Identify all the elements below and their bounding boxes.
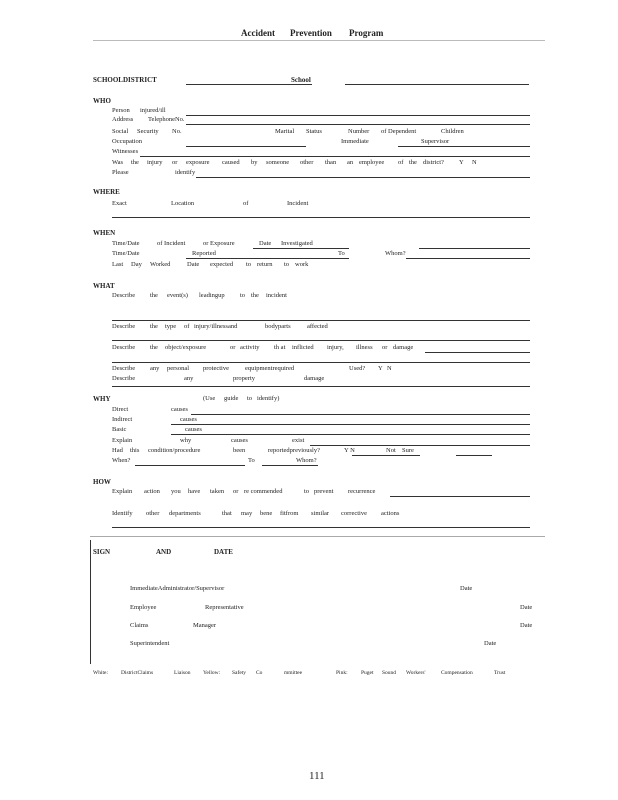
- time-date-reported-label: Time/Date: [112, 250, 140, 257]
- expected-word: expected: [210, 261, 234, 268]
- what-l4-w1: any: [150, 365, 160, 372]
- employee-label: Employee: [130, 604, 157, 611]
- district-word: district?: [423, 159, 444, 166]
- what-l1-w0: Describe: [112, 292, 136, 299]
- what-l5-w3: damage: [304, 375, 325, 382]
- person-label: Person: [112, 107, 130, 114]
- employee-word: employee: [359, 159, 385, 166]
- footer-w11: Compensation: [441, 670, 473, 676]
- by-word: by: [251, 159, 258, 166]
- sure-word: Sure: [402, 447, 414, 454]
- how-l1-w0: Explain: [112, 488, 133, 495]
- the-word-2: the: [409, 159, 417, 166]
- when-field[interactable]: [135, 465, 245, 466]
- manager-label: Manager: [193, 622, 217, 629]
- to-whom-field-why[interactable]: [262, 465, 318, 466]
- why-guide-w2: to: [247, 395, 253, 402]
- to-word-2: to: [284, 261, 290, 268]
- date-word: Date: [187, 261, 200, 268]
- indirect-causes-field[interactable]: [171, 424, 530, 425]
- how-l2-w4: may: [241, 510, 253, 517]
- what-l1-w2: event(s): [167, 292, 188, 299]
- what-l3-w3: or: [230, 344, 236, 351]
- basic-causes-label: causes: [185, 426, 202, 433]
- footer-w7: Pink:: [336, 670, 348, 676]
- section-who-heading: WHO: [93, 97, 111, 105]
- address-field[interactable]: [186, 124, 530, 125]
- indirect-label: Indirect: [112, 416, 133, 423]
- ppe-yes-option[interactable]: Y: [378, 365, 383, 372]
- of-incident-label: of Incident: [157, 240, 186, 247]
- what-l2-w4: injury/illnessand: [194, 323, 238, 330]
- what-l4-w0: Describe: [112, 365, 136, 372]
- occupation-field[interactable]: [186, 146, 306, 147]
- title-word-1: Accident: [241, 28, 275, 38]
- what-l1-w1: the: [150, 292, 158, 299]
- basic-label: Basic: [112, 426, 127, 433]
- what-l3-w0: Describe: [112, 344, 136, 351]
- what-l2-w5: bodyparts: [265, 323, 291, 330]
- please-label: Please: [112, 169, 129, 176]
- school-field[interactable]: [345, 84, 529, 85]
- reported-previously-word: reportedpreviously?: [268, 447, 320, 454]
- not-sure-field[interactable]: [456, 455, 492, 456]
- investigated-label: Investigated: [281, 240, 313, 247]
- footer-w5: Co: [256, 670, 263, 676]
- representative-label: Representative: [205, 604, 244, 611]
- reported-field[interactable]: [186, 258, 349, 259]
- sign-heading: SIGN: [93, 548, 111, 556]
- when-label: When?: [112, 457, 131, 464]
- what-l2-w6: affected: [307, 323, 328, 330]
- an-word: an: [347, 159, 354, 166]
- how-l1-w4: taken: [210, 488, 225, 495]
- or-word: or: [172, 159, 178, 166]
- section-where-heading: WHERE: [93, 188, 120, 196]
- why-guide-w1: guide: [224, 395, 239, 402]
- superintendent-label: Superintendent: [130, 640, 170, 647]
- of-dependent-label: of Dependent: [381, 128, 417, 135]
- identify-label: identify: [175, 169, 196, 176]
- social-label: Social: [112, 128, 129, 135]
- exposure-word: exposure: [186, 159, 210, 166]
- page-number: 111: [309, 770, 325, 782]
- work-word: work: [295, 261, 309, 268]
- footer-w3: Yellow:: [203, 670, 221, 676]
- direct-causes-field[interactable]: [191, 414, 530, 415]
- not-word: Not: [386, 447, 396, 454]
- person-field[interactable]: [186, 115, 530, 116]
- of-word: of: [398, 159, 404, 166]
- how-l1-w3: have: [188, 488, 201, 495]
- exist-word: exist: [292, 437, 305, 444]
- how-l2-w2: departments: [169, 510, 201, 517]
- object-field-2[interactable]: [112, 362, 530, 363]
- was-word: Was: [112, 159, 124, 166]
- events-field[interactable]: [112, 320, 530, 321]
- how-l1-w7: to: [304, 488, 310, 495]
- section-when-heading: WHEN: [93, 229, 116, 237]
- school-district-label: SCHOOLDISTRICT: [93, 76, 157, 84]
- number-label: Number: [348, 128, 370, 135]
- condition-word: condition/procedure: [148, 447, 201, 454]
- to-word: to: [246, 261, 252, 268]
- employee-date-label: Date: [520, 604, 533, 611]
- what-l5-w0: Describe: [112, 375, 136, 382]
- school-district-field[interactable]: [186, 84, 312, 85]
- incident-date-field[interactable]: [253, 248, 349, 249]
- footer-w10: Workers': [406, 670, 426, 676]
- date-heading: DATE: [214, 548, 233, 556]
- claims-label: Claims: [130, 622, 149, 629]
- why-guide-w0: (Use: [203, 395, 216, 402]
- than-word: than: [325, 159, 337, 166]
- what-l3-w7: injury,: [327, 344, 344, 351]
- witnesses-label: Witnesses: [112, 148, 139, 155]
- basic-causes-field[interactable]: [171, 434, 530, 435]
- footer-w1: DistrictClaims: [121, 670, 154, 676]
- what-l4-w5: Used?: [349, 365, 366, 372]
- what-l3-w6: inflicted: [292, 344, 314, 351]
- footer-w0: White:: [93, 670, 108, 676]
- section-how-heading: HOW: [93, 478, 111, 486]
- exact-word: Exact: [112, 200, 127, 207]
- direct-label: Direct: [112, 406, 129, 413]
- whom-label-why: Whom?: [296, 457, 317, 464]
- telephone-label: TelephoneNo.: [148, 116, 185, 123]
- caused-word: caused: [222, 159, 240, 166]
- footer-w9: Sound: [382, 670, 397, 676]
- indirect-causes-label: causes: [180, 416, 197, 423]
- what-l1-w3: leadingup: [199, 292, 225, 299]
- superintendent-date-label: Date: [484, 640, 497, 647]
- why-word: why: [180, 437, 192, 444]
- witnesses-field[interactable]: [140, 156, 530, 157]
- to-label-why: To: [248, 457, 255, 464]
- what-l3-w10: damage: [393, 344, 414, 351]
- other-word: other: [300, 159, 314, 166]
- where-field[interactable]: [112, 217, 530, 218]
- worked-word: Worked: [150, 261, 171, 268]
- footer-w2: Liaison: [174, 670, 191, 676]
- this-word: this: [130, 447, 140, 454]
- what-l5-w1: any: [184, 375, 194, 382]
- no-label: No.: [172, 128, 182, 135]
- date-label: Date: [259, 240, 272, 247]
- section-what-heading: WHAT: [93, 282, 115, 290]
- location-word: Location: [171, 200, 195, 207]
- what-l3-w8: illness: [356, 344, 373, 351]
- time-date-label: Time/Date: [112, 240, 140, 247]
- how-l1-w2: you: [171, 488, 181, 495]
- header-rule: [93, 40, 545, 41]
- of-word-where: of: [243, 200, 249, 207]
- what-l3-w1: the: [150, 344, 158, 351]
- why-guide-w3: identify): [257, 395, 280, 402]
- address-label: Address: [112, 116, 134, 123]
- immediate-label: Immediate: [341, 138, 369, 145]
- how-l2-w1: other: [146, 510, 160, 517]
- how-l2-w7: similar: [311, 510, 330, 517]
- to-whom-field[interactable]: [406, 258, 530, 259]
- identify-field[interactable]: [196, 177, 530, 178]
- prevent-recurrence-field[interactable]: [390, 496, 530, 497]
- what-l4-w3: protective: [203, 365, 229, 372]
- incident-word: Incident: [287, 200, 309, 207]
- other-departments-field[interactable]: [112, 527, 530, 528]
- and-heading: AND: [156, 548, 172, 556]
- how-l1-w5: or: [233, 488, 239, 495]
- how-l1-w8: prevent: [314, 488, 334, 495]
- status-label: Status: [306, 128, 322, 135]
- injury-word: injury: [147, 159, 163, 166]
- sign-box-left-rule: [90, 540, 91, 664]
- ppe-no-option[interactable]: N: [387, 365, 392, 372]
- marital-label: Marital: [275, 128, 295, 135]
- what-l2-w0: Describe: [112, 323, 136, 330]
- explain-label: Explain: [112, 437, 133, 444]
- what-l1-w5: the: [251, 292, 259, 299]
- whom-label: Whom?: [385, 250, 406, 257]
- what-l1-w6: incident: [266, 292, 287, 299]
- what-l2-w2: type: [165, 323, 177, 330]
- admin-date-label: Date: [460, 585, 473, 592]
- how-l2-w0: Identify: [112, 510, 133, 517]
- causes-word: causes: [231, 437, 248, 444]
- supervisor-field[interactable]: [398, 146, 530, 147]
- section-why-heading: WHY: [93, 395, 111, 403]
- title-word-3: Program: [349, 28, 384, 38]
- had-word: Had: [112, 447, 123, 454]
- reported-label: Reported: [192, 250, 216, 257]
- yes-option[interactable]: Y: [459, 159, 464, 166]
- to-label: To: [338, 250, 345, 257]
- title-word-2: Prevention: [290, 28, 332, 38]
- how-l2-w5: bene: [260, 510, 273, 517]
- occupation-label: Occupation: [112, 138, 142, 145]
- admin-signature-label: ImmediateAdministrator/Supervisor: [130, 585, 225, 592]
- how-l2-w6: fitfrom: [280, 510, 299, 517]
- what-l3-w4: activity: [240, 344, 260, 351]
- what-l1-w4: to: [240, 292, 246, 299]
- what-l2-w3: of: [184, 323, 190, 330]
- last-word: Last: [112, 261, 124, 268]
- previously-yn-options[interactable]: Y N: [344, 447, 355, 454]
- someone-word: someone: [266, 159, 290, 166]
- footer-w8: Puget: [361, 670, 374, 676]
- security-label: Security: [137, 128, 159, 135]
- direct-causes-label: causes: [171, 406, 188, 413]
- supervisor-label: Supervisor: [421, 138, 450, 145]
- how-l1-w9: recurrence: [348, 488, 376, 495]
- how-l2-w9: actions: [381, 510, 400, 517]
- or-exposure-label: or Exposure: [203, 240, 235, 247]
- property-damage-field[interactable]: [112, 386, 530, 387]
- been-word: been: [233, 447, 246, 454]
- injured-ill-label: injured/ill: [140, 107, 166, 114]
- what-l4-w2: personal: [167, 365, 190, 372]
- explain-field[interactable]: [310, 445, 530, 446]
- investigated-field[interactable]: [419, 248, 530, 249]
- what-l3-w2: object/exposure: [165, 344, 207, 351]
- what-l4-w4: equipmentrequired: [245, 365, 295, 372]
- what-l2-w1: the: [150, 323, 158, 330]
- no-option[interactable]: N: [472, 159, 477, 166]
- sign-box-top-rule: [90, 536, 545, 537]
- injury-type-field[interactable]: [112, 340, 530, 341]
- claims-date-label: Date: [520, 622, 533, 629]
- how-l1-w1: action: [144, 488, 160, 495]
- how-l1-w6: re commended: [244, 488, 283, 495]
- day-word: Day: [131, 261, 142, 268]
- what-l5-w2: property: [233, 375, 256, 382]
- what-l3-w9: or: [382, 344, 388, 351]
- previously-yn-field[interactable]: [352, 455, 420, 456]
- the-word: the: [131, 159, 139, 166]
- what-l3-w5: th at: [274, 344, 286, 351]
- footer-w4: Safety: [232, 670, 247, 676]
- school-label: School: [291, 76, 311, 84]
- return-word: return: [257, 261, 273, 268]
- how-l2-w8: corrective: [341, 510, 367, 517]
- object-field-1[interactable]: [425, 352, 530, 353]
- footer-w12: Trust: [494, 670, 506, 676]
- footer-w6: mmittee: [284, 670, 303, 676]
- children-label: Children: [441, 128, 464, 135]
- how-l2-w3: that: [222, 510, 232, 517]
